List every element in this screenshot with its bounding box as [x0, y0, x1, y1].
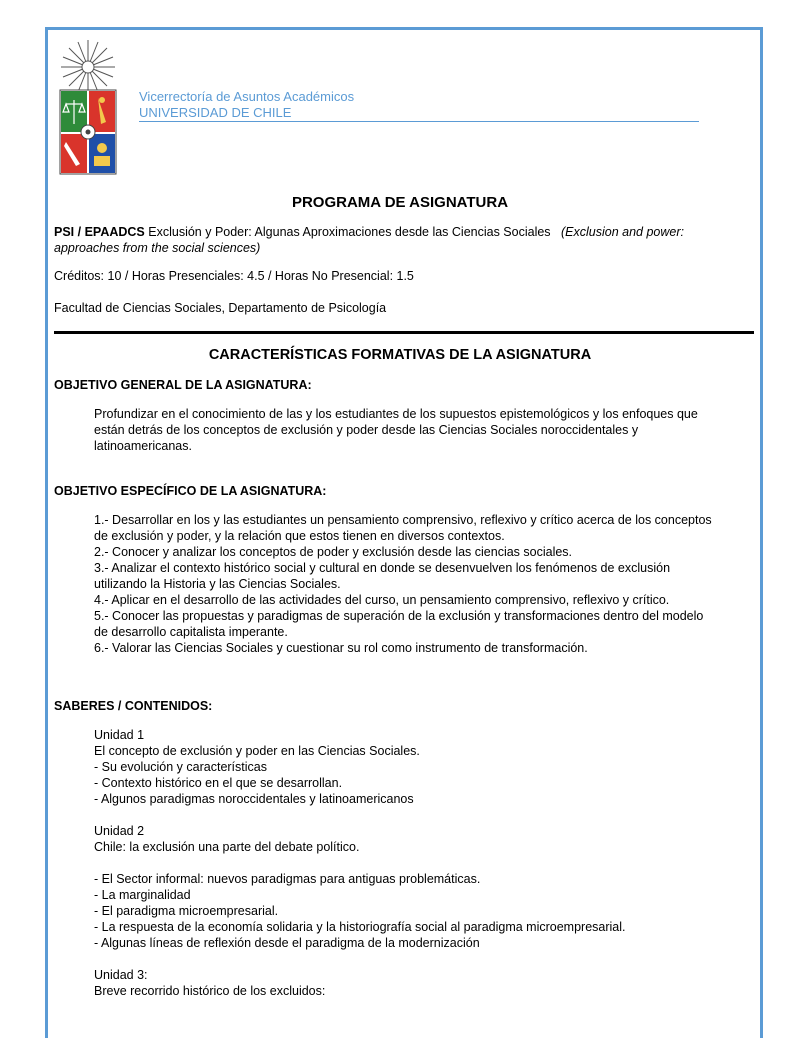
general-objective-text: Profundizar en el conocimiento de las y los estudiantes de los supuestos epistemológicos y los enfoques que están detrás de los conceptos de exclusión y poder desde las Ciencias Sociales noroccidentales y latinoamericanas.	[94, 407, 698, 453]
universidad-de-chile-crest-icon	[58, 38, 118, 176]
list-item: 5.- Conocer las propuestas y paradigmas de superación de la exclusión y transformaciones dentro del modelo de desarrollo capitalista imperante.	[94, 609, 704, 639]
university-name: UNIVERSIDAD DE CHILE	[139, 105, 292, 120]
unit-2	[94, 823, 734, 951]
contents-heading: SABERES / CONTENIDOS:	[54, 699, 213, 713]
characteristics-title: CARACTERÍSTICAS FORMATIVAS DE LA ASIGNATURA	[208, 347, 592, 363]
specific-objective-heading: OBJETIVO ESPECÍFICO DE LA ASIGNATURA:	[54, 484, 327, 498]
unit-1	[94, 727, 734, 807]
list-item: 2.- Conocer y analizar los conceptos de poder y exclusión desde las ciencias sociales.	[94, 545, 573, 559]
course-identity	[54, 225, 744, 256]
list-item: 4.- Aplicar en el desarrollo de las actividades del curso, un pensamiento comprensivo, reflexivo y crítico.	[94, 593, 670, 607]
unit-3	[94, 967, 734, 999]
list-item: - El Sector informal: nuevos paradigmas para antiguas problemáticas.	[94, 872, 481, 886]
specific-objective-list	[94, 512, 716, 656]
section-divider	[54, 331, 754, 334]
list-item: - Algunos paradigmas noroccidentales y latinoamericanos	[94, 792, 414, 806]
list-item: - El paradigma microempresarial.	[94, 904, 279, 918]
unit-title: Chile: la exclusión una parte del debate político.	[94, 840, 360, 854]
list-item: - La marginalidad	[94, 888, 191, 902]
list-item: - Algunas líneas de reflexión desde el paradigma de la modernización	[94, 936, 480, 950]
list-item: 1.- Desarrollar en los y las estudiantes un pensamiento comprensivo, reflexivo y crítico acerca de los conceptos de exclusión y poder, y la relación que estos tienen en diversos contextos.	[94, 513, 712, 543]
vicerrectoria-label: Vicerrectoría de Asuntos Académicos	[139, 89, 355, 104]
institution-header	[139, 89, 354, 121]
unit-label: Unidad 1	[94, 728, 145, 742]
general-objective-heading: OBJETIVO GENERAL DE LA ASIGNATURA:	[54, 378, 312, 392]
list-item: - La respuesta de la economía solidaria y la historiografía social al paradigma microempresarial.	[94, 920, 626, 934]
course-name: Exclusión y Poder: Algunas Aproximaciones desde las Ciencias Sociales	[148, 225, 551, 239]
list-item: 3.- Analizar el contexto histórico social y cultural en donde se desenvuelven los fenómenos de exclusión utilizando la Historia y las Ciencias Sociales.	[94, 561, 671, 591]
header-divider	[139, 121, 699, 122]
list-item: - Contexto histórico en el que se desarrollan.	[94, 776, 343, 790]
unit-title: Breve recorrido histórico de los excluidos:	[94, 984, 326, 998]
spacer	[94, 855, 734, 871]
list-item: - Su evolución y características	[94, 760, 267, 774]
unit-label: Unidad 2	[94, 824, 145, 838]
course-code: PSI / EPAADCS	[54, 225, 145, 239]
credits-line: Créditos: 10 / Horas Presenciales: 4.5 / Horas No Presencial: 1.5	[54, 269, 414, 283]
course-name-english: (Exclusion and power: approaches from the social sciences)	[54, 225, 684, 255]
unit-label: Unidad 3:	[94, 968, 148, 982]
faculty-line: Facultad de Ciencias Sociales, Departamento de Psicología	[54, 301, 387, 315]
unit-title: El concepto de exclusión y poder en las Ciencias Sociales.	[94, 744, 420, 758]
program-title: PROGRAMA DE ASIGNATURA	[291, 194, 509, 211]
list-item: 6.- Valorar las Ciencias Sociales y cuestionar su rol como instrumento de transformación.	[94, 641, 588, 655]
